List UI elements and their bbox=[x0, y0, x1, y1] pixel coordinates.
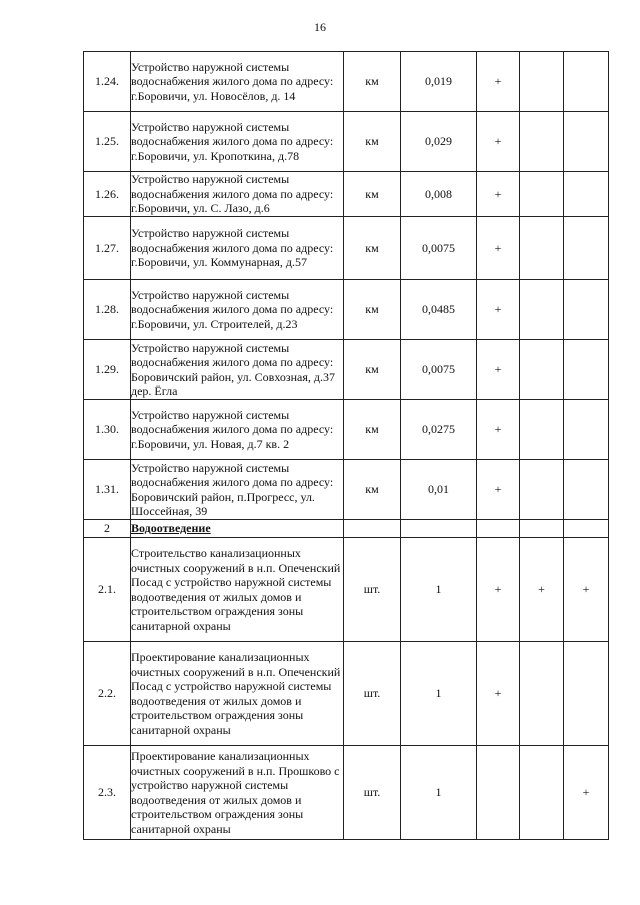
row-description: Устройство наружной системы водоснабжения жилого дома по адресу: г.Боровичи, ул. Коммунарная, д.57 bbox=[131, 217, 344, 280]
section-header-row bbox=[84, 520, 609, 538]
row-mark-3 bbox=[564, 52, 609, 112]
row-unit: км bbox=[344, 217, 401, 280]
row-mark-3: + bbox=[564, 538, 609, 642]
row-description: Строительство канализационных очистных сооружений в н.п. Опеченский Посад с устройство наружной системы водоотведения от жилых домов и строительством ограждения зоны санитарной охраны bbox=[131, 538, 344, 642]
row-mark-1: + bbox=[477, 538, 520, 642]
row-description: Проектирование канализационных очистных сооружений в н.п. Прошково с устройство наружной системы водоотведения от жилых домов и строительством ограждения зоны санитарной охраны bbox=[131, 746, 344, 840]
table-row bbox=[84, 172, 609, 217]
row-quantity: 1 bbox=[401, 538, 477, 642]
row-number: 1.31. bbox=[84, 460, 131, 520]
row-quantity: 0,0485 bbox=[401, 280, 477, 340]
row-quantity: 1 bbox=[401, 746, 477, 840]
row-unit: км bbox=[344, 340, 401, 400]
table-row bbox=[84, 642, 609, 746]
row-mark-2 bbox=[520, 280, 564, 340]
table-row bbox=[84, 538, 609, 642]
row-unit: шт. bbox=[344, 642, 401, 746]
row-mark-1: + bbox=[477, 400, 520, 460]
row-mark-2 bbox=[520, 642, 564, 746]
row-description: Проектирование канализационных очистных сооружений в н.п. Опеченский Посад с устройство наружной системы водоотведения от жилых домов и строительством ограждения зоны санитарной охраны bbox=[131, 642, 344, 746]
row-unit: шт. bbox=[344, 746, 401, 840]
table-row bbox=[84, 52, 609, 112]
row-number: 1.29. bbox=[84, 340, 131, 400]
row-number: 2.3. bbox=[84, 746, 131, 840]
section-number: 2 bbox=[84, 520, 131, 538]
row-unit: км bbox=[344, 52, 401, 112]
table-row bbox=[84, 280, 609, 340]
row-mark-1: + bbox=[477, 340, 520, 400]
row-mark-3 bbox=[564, 172, 609, 217]
row-mark-1: + bbox=[477, 52, 520, 112]
row-mark-2 bbox=[520, 172, 564, 217]
row-mark-3 bbox=[564, 642, 609, 746]
row-mark-2 bbox=[520, 112, 564, 172]
row-description: Устройство наружной системы водоснабжения жилого дома по адресу: г.Боровичи, ул. Кропоткина, д.78 bbox=[131, 112, 344, 172]
row-number: 1.26. bbox=[84, 172, 131, 217]
row-mark-1: + bbox=[477, 460, 520, 520]
row-mark-2 bbox=[520, 460, 564, 520]
row-mark-3 bbox=[564, 460, 609, 520]
row-mark-2 bbox=[520, 400, 564, 460]
empty-cell bbox=[344, 520, 401, 538]
row-unit: км bbox=[344, 400, 401, 460]
row-description: Устройство наружной системы водоснабжения жилого дома по адресу: г.Боровичи, ул. Новая, д.7 кв. 2 bbox=[131, 400, 344, 460]
section-title: Водоотведение bbox=[131, 520, 344, 538]
row-number: 1.25. bbox=[84, 112, 131, 172]
row-mark-3 bbox=[564, 340, 609, 400]
row-unit: км bbox=[344, 280, 401, 340]
empty-cell bbox=[564, 520, 609, 538]
row-quantity: 0,0275 bbox=[401, 400, 477, 460]
empty-cell bbox=[520, 520, 564, 538]
table-row bbox=[84, 112, 609, 172]
row-mark-3: + bbox=[564, 746, 609, 840]
row-number: 1.30. bbox=[84, 400, 131, 460]
table-row bbox=[84, 746, 609, 840]
row-mark-1: + bbox=[477, 217, 520, 280]
row-unit: км bbox=[344, 172, 401, 217]
row-mark-2 bbox=[520, 746, 564, 840]
row-number: 1.24. bbox=[84, 52, 131, 112]
row-description: Устройство наружной системы водоснабжения жилого дома по адресу: г.Боровичи, ул. Строителей, д.23 bbox=[131, 280, 344, 340]
row-description: Устройство наружной системы водоснабжения жилого дома по адресу: г.Боровичи, ул. С. Лазо, д.6 bbox=[131, 172, 344, 217]
row-quantity: 0,0075 bbox=[401, 217, 477, 280]
row-mark-1: + bbox=[477, 280, 520, 340]
row-quantity: 0,029 bbox=[401, 112, 477, 172]
table-row bbox=[84, 400, 609, 460]
row-mark-3 bbox=[564, 280, 609, 340]
row-quantity: 0,01 bbox=[401, 460, 477, 520]
row-mark-2 bbox=[520, 340, 564, 400]
table-row bbox=[84, 460, 609, 520]
row-mark-1: + bbox=[477, 642, 520, 746]
row-mark-3 bbox=[564, 400, 609, 460]
row-number: 1.27. bbox=[84, 217, 131, 280]
row-quantity: 1 bbox=[401, 642, 477, 746]
row-number: 2.2. bbox=[84, 642, 131, 746]
row-description: Устройство наружной системы водоснабжения жилого дома по адресу: Боровичский район, ул. Совхозная, д.37 дер. Ёгла bbox=[131, 340, 344, 400]
row-mark-2 bbox=[520, 52, 564, 112]
empty-cell bbox=[401, 520, 477, 538]
document-table bbox=[83, 51, 609, 840]
row-quantity: 0,019 bbox=[401, 52, 477, 112]
row-mark-2: + bbox=[520, 538, 564, 642]
row-description: Устройство наружной системы водоснабжения жилого дома по адресу: Боровичский район, п.Прогресс, ул. Шоссейная, 39 bbox=[131, 460, 344, 520]
empty-cell bbox=[477, 520, 520, 538]
row-mark-3 bbox=[564, 217, 609, 280]
row-number: 1.28. bbox=[84, 280, 131, 340]
row-mark-1: + bbox=[477, 112, 520, 172]
row-quantity: 0,0075 bbox=[401, 340, 477, 400]
table-row bbox=[84, 217, 609, 280]
row-number: 2.1. bbox=[84, 538, 131, 642]
row-unit: км bbox=[344, 112, 401, 172]
row-description: Устройство наружной системы водоснабжения жилого дома по адресу: г.Боровичи, ул. Новосёлов, д. 14 bbox=[131, 52, 344, 112]
row-mark-2 bbox=[520, 217, 564, 280]
page-number: 16 bbox=[314, 20, 326, 34]
row-mark-1 bbox=[477, 746, 520, 840]
table-row bbox=[84, 340, 609, 400]
row-unit: шт. bbox=[344, 538, 401, 642]
row-mark-1: + bbox=[477, 172, 520, 217]
row-mark-3 bbox=[564, 112, 609, 172]
row-quantity: 0,008 bbox=[401, 172, 477, 217]
row-unit: км bbox=[344, 460, 401, 520]
